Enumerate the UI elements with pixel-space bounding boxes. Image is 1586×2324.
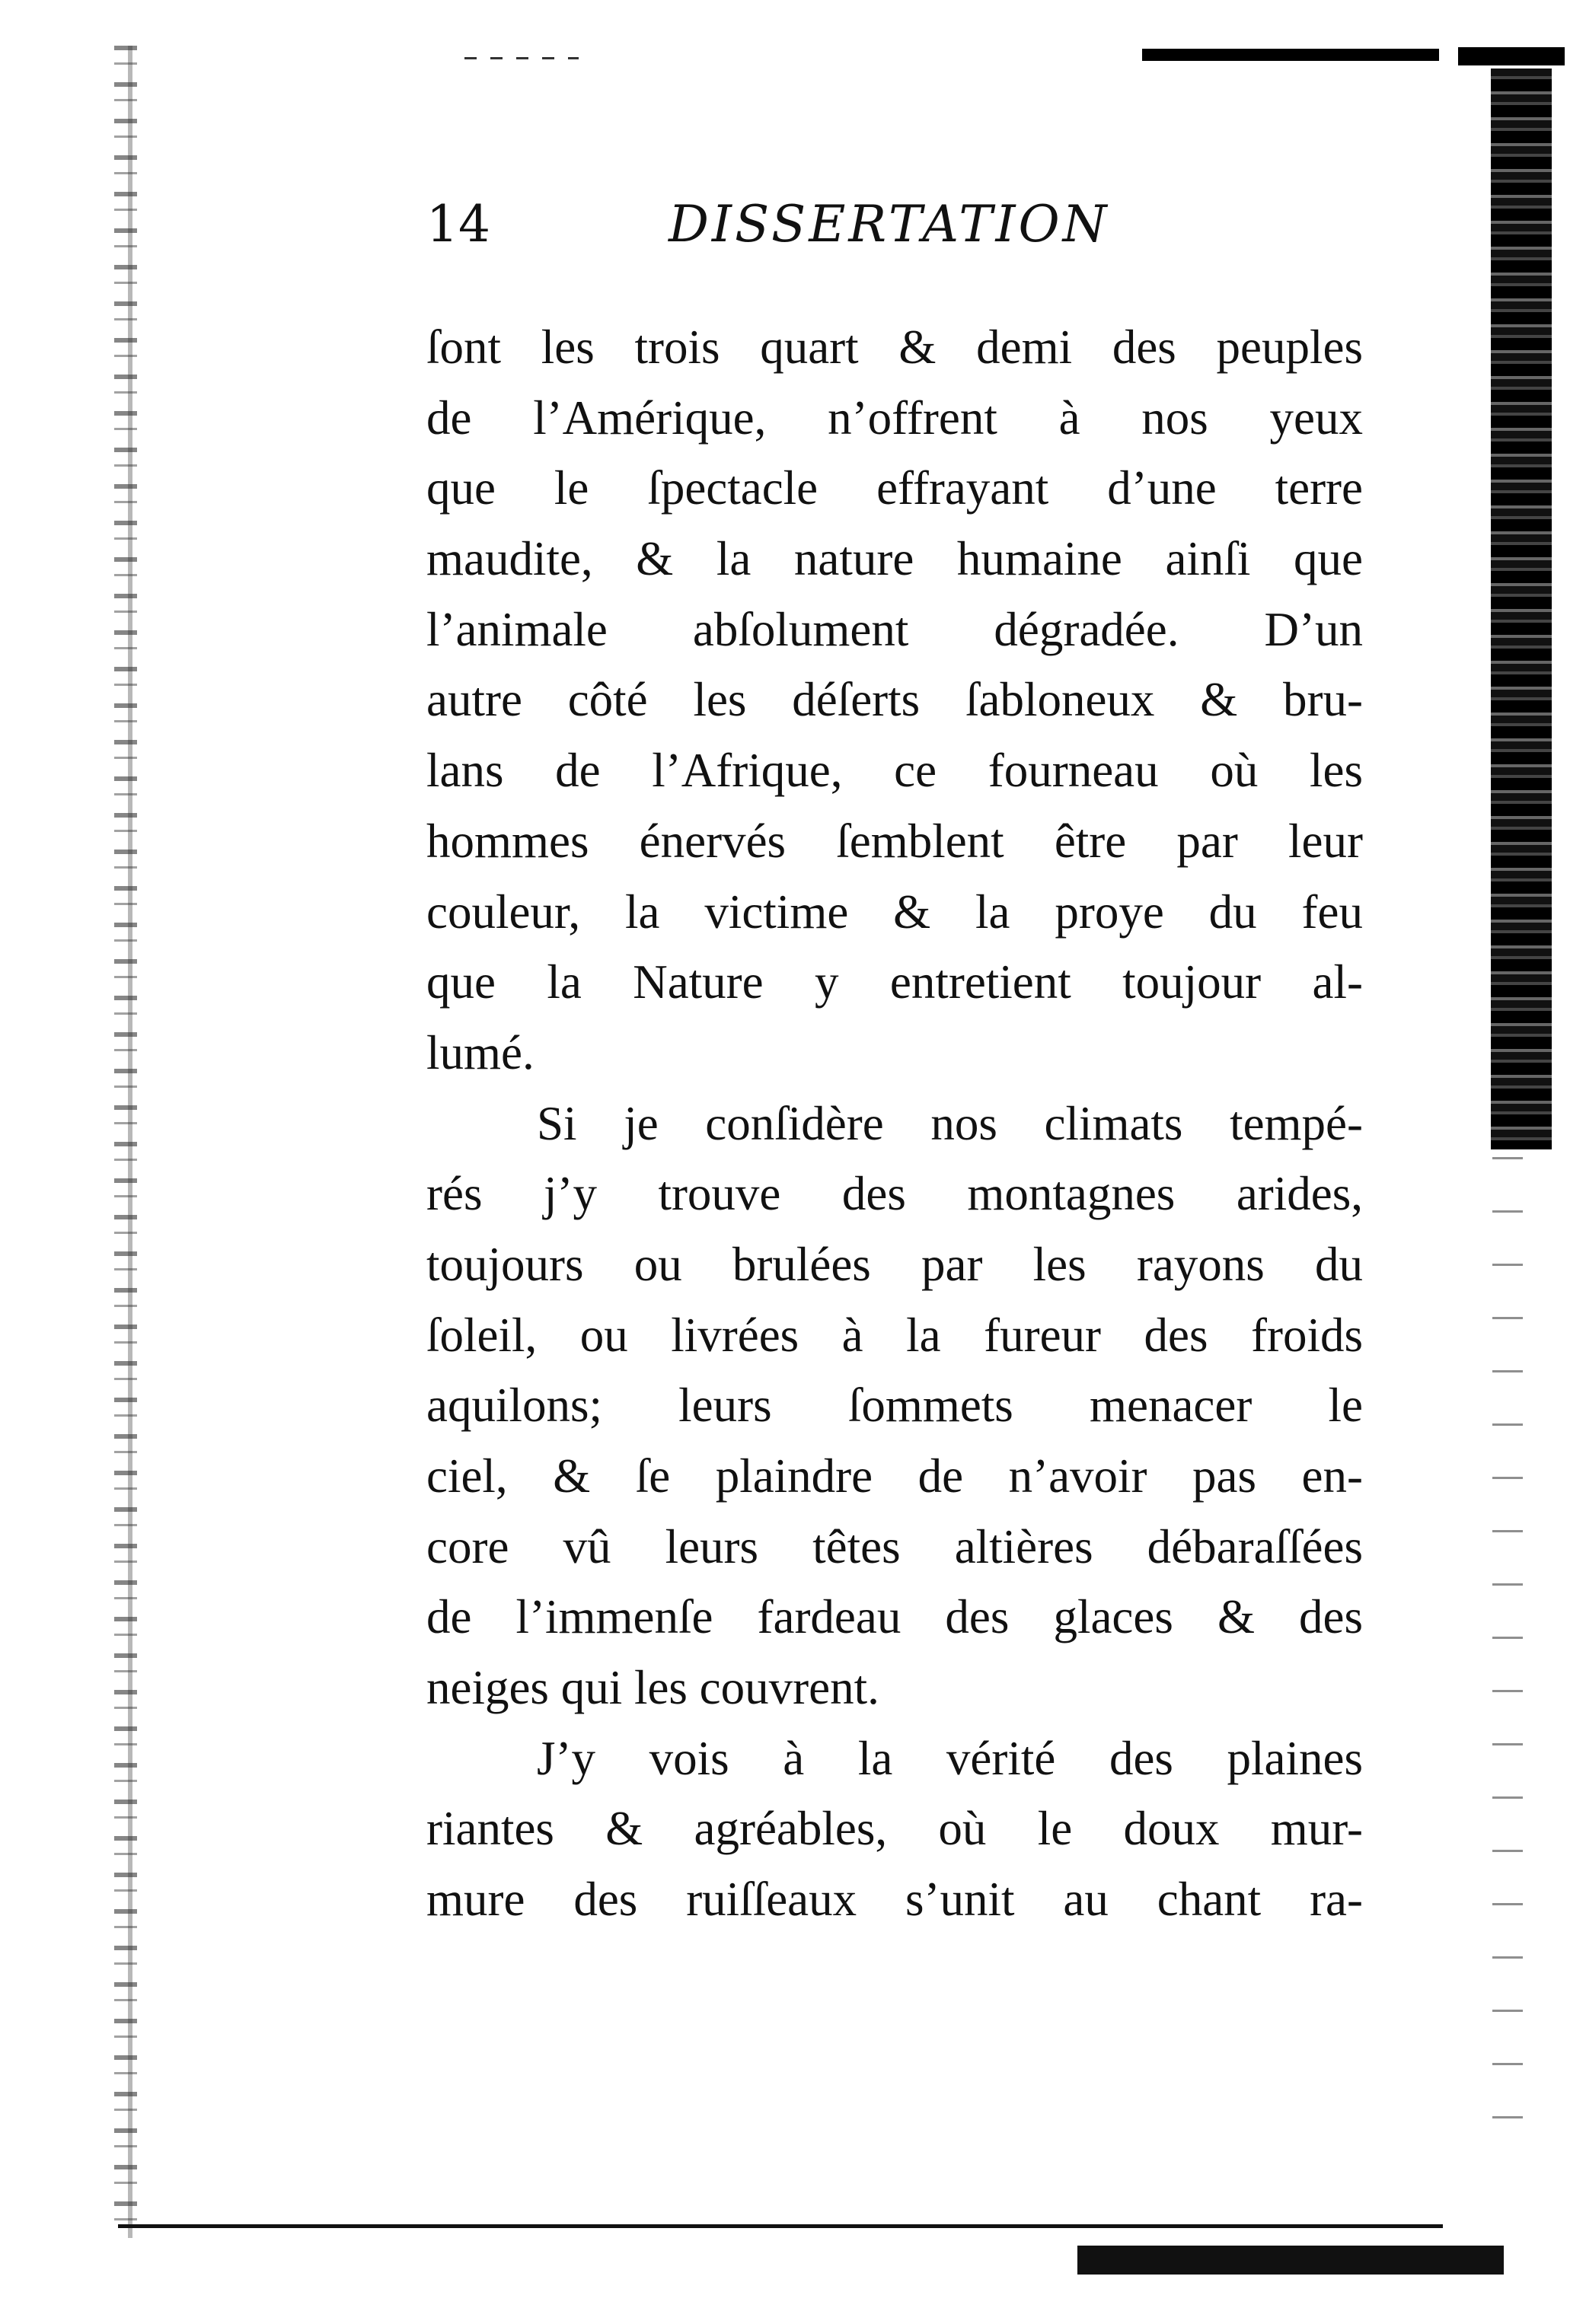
- text-line: aquilons; leurs ſommets menacer le: [426, 1379, 1363, 1433]
- text-line: core vû leurs têtes altières débaraſſées: [426, 1519, 1363, 1573]
- text-line: ciel, & ſe plaindre de n’avoir pas en-: [426, 1449, 1363, 1503]
- text-line: ſont les trois quart & demi des peuples: [426, 320, 1363, 374]
- text-line: Si je conſidère nos climats tempé-: [537, 1096, 1363, 1150]
- text-line: ſoleil, ou livrées à la fureur des froids: [426, 1308, 1363, 1362]
- scan-edge-right: [1491, 69, 1552, 1149]
- scan-top-rule: [1142, 49, 1439, 61]
- text-line: neiges qui les couvrent.: [426, 1661, 879, 1715]
- text-line: toujours ou brulées par les rayons du: [426, 1237, 1363, 1291]
- text-line: que le ſpectacle effrayant d’une terre: [426, 461, 1363, 515]
- running-title: DISSERTATION: [669, 195, 1110, 253]
- text-line: de l’immenſe fardeau des glaces & des: [426, 1590, 1363, 1644]
- text-line: mure des ruiſſeaux s’unit au chant ra-: [426, 1873, 1363, 1927]
- scan-edge-left-line: [128, 46, 132, 2238]
- text-line: maudite, & la nature humaine ainſi que: [426, 532, 1363, 586]
- text-line: rés j’y trouve des montagnes arides,: [426, 1167, 1363, 1221]
- scan-bottom-bar: [1077, 2246, 1504, 2275]
- page-header: [426, 190, 1371, 259]
- scan-top-rule-corner: [1458, 47, 1565, 65]
- page-number: 14: [426, 195, 490, 253]
- scan-edge-left: [114, 46, 137, 2238]
- text-line: riantes & agréables, où le doux mur-: [426, 1802, 1363, 1856]
- text-line: J’y vois à la vérité des plaines: [537, 1731, 1363, 1785]
- text-line: lans de l’Afrique, ce fourneau où les: [426, 744, 1363, 798]
- text-line: que la Nature y entretient toujour al-: [426, 955, 1363, 1009]
- scan-edge-right-specks: [1492, 1157, 1523, 2147]
- text-line: lumé.: [426, 1025, 535, 1079]
- text-line: l’animale abſolument dégradée. D’un: [426, 602, 1363, 656]
- text-line: couleur, la victime & la proye du feu: [426, 885, 1363, 939]
- text-line: autre côté les déſerts ſabloneux & bru-: [426, 673, 1363, 727]
- scan-bottom-rule: [118, 2224, 1443, 2228]
- scan-top-dashes: [464, 57, 579, 59]
- body-text: [426, 312, 1363, 1935]
- text-line: de l’Amérique, n’offrent à nos yeux: [426, 391, 1363, 445]
- text-line: hommes énervés ſemblent être par leur: [426, 814, 1363, 868]
